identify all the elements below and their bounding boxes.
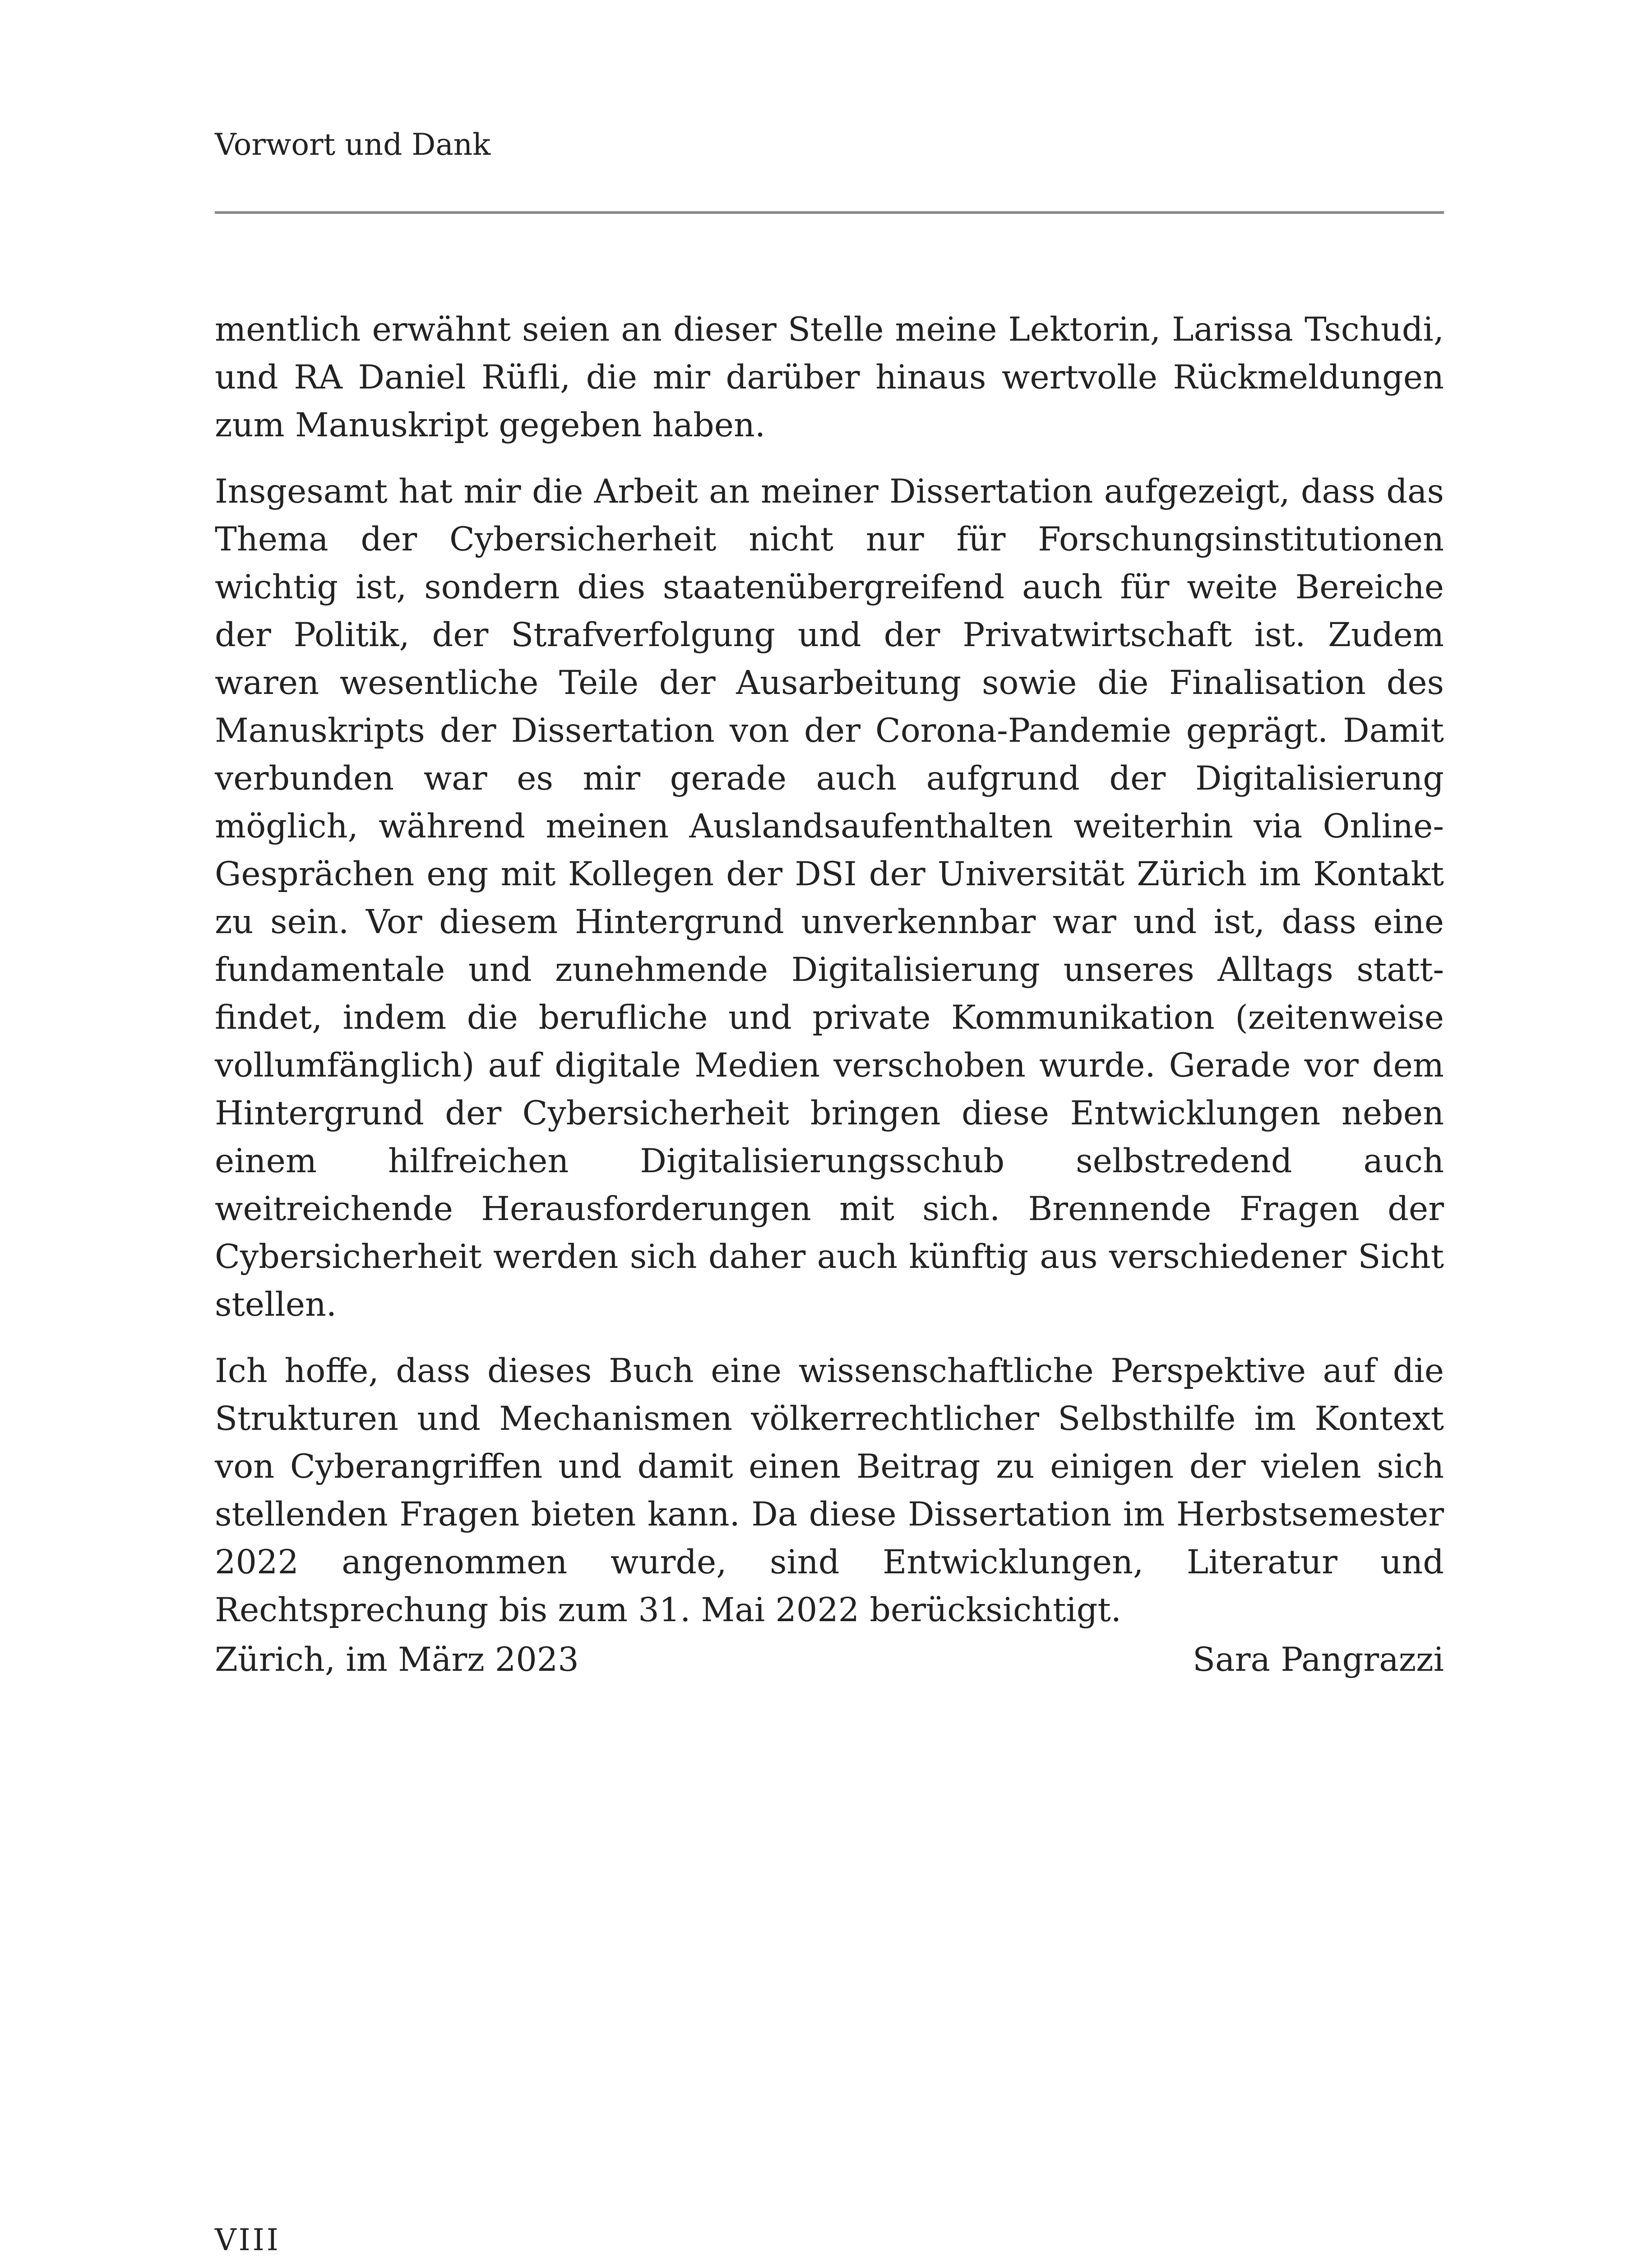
author-name: Sara Pangrazzi [1193, 1641, 1444, 1679]
paragraph-book-purpose: Ich hoffe, dass dieses Buch eine wissenschaftliche Perspektive auf die Strukturen und Mechanismen völkerrechtlicher Selbsthilfe im Kontext von Cyberangriffen und damit einen Beitrag zu einigen der vielen sich stellenden Fragen bieten kann. Da diese Dissertation im Herbstsemester 2022 angenommen wurde, sind Entwicklungen, Literatur und Rechtsprechung bis zum 31. Mai 2022 berücksichtigt. [215, 1352, 1444, 1629]
paragraph-cybersecurity-reflection: Insgesamt hat mir die Arbeit an meiner Dissertation aufgezeigt, dass das Thema der Cybersicherheit nicht nur für Forschungsinstitutionen wichtig ist, sondern dies staatenübergreifend auch für weite Bereiche der Politik, der Strafverfolgung und der Privatwirtschaft ist. Zudem waren wesentliche Teile der Ausarbeitung sowie die Finalisation des Manuskripts der Dissertation von der Corona-Pandemie geprägt. Damit verbunden war es mir gerade auch aufgrund der Digitalisierung möglich, während meinen Auslandsaufenthalten weiterhin via Online-Gesprächen eng mit Kollegen der DSI der Universität Zürich im Kontakt zu sein. Vor diesem Hintergrund unverkennbar war und ist, dass eine fundamentale und zunehmende Digitalisierung unseres Alltags stattfindet, indem die berufliche und private Kommunikation (zeitenweise vollumfänglich) auf digitale Medien verschoben wurde. Gerade vor dem Hintergrund der Cybersicherheit bringen diese Entwicklungen neben einem hilfreichen Digitalisierungsschub selbstredend auch weitreichende Herausforderungen mit sich. Brennende Fragen der Cybersicherheit werden sich daher auch künftig aus verschiedener Sicht stellen. [215, 472, 1444, 1324]
place-and-date: Zürich, im März 2023 [215, 1641, 579, 1679]
paragraph-acknowledgement-editors: mentlich erwähnt seien an dieser Stelle meine Lektorin, Larissa Tschudi, und RA Daniel Rüfli, die mir darüber hinaus wertvolle Rückmeldungen zum Manuskript gegeben haben. [215, 310, 1444, 444]
running-head: Vorwort und Dank [215, 127, 491, 162]
closing-line [215, 1636, 1444, 1686]
body-text [215, 306, 1444, 1634]
page-number: VIII [215, 2223, 281, 2256]
header-rule [215, 211, 1444, 214]
